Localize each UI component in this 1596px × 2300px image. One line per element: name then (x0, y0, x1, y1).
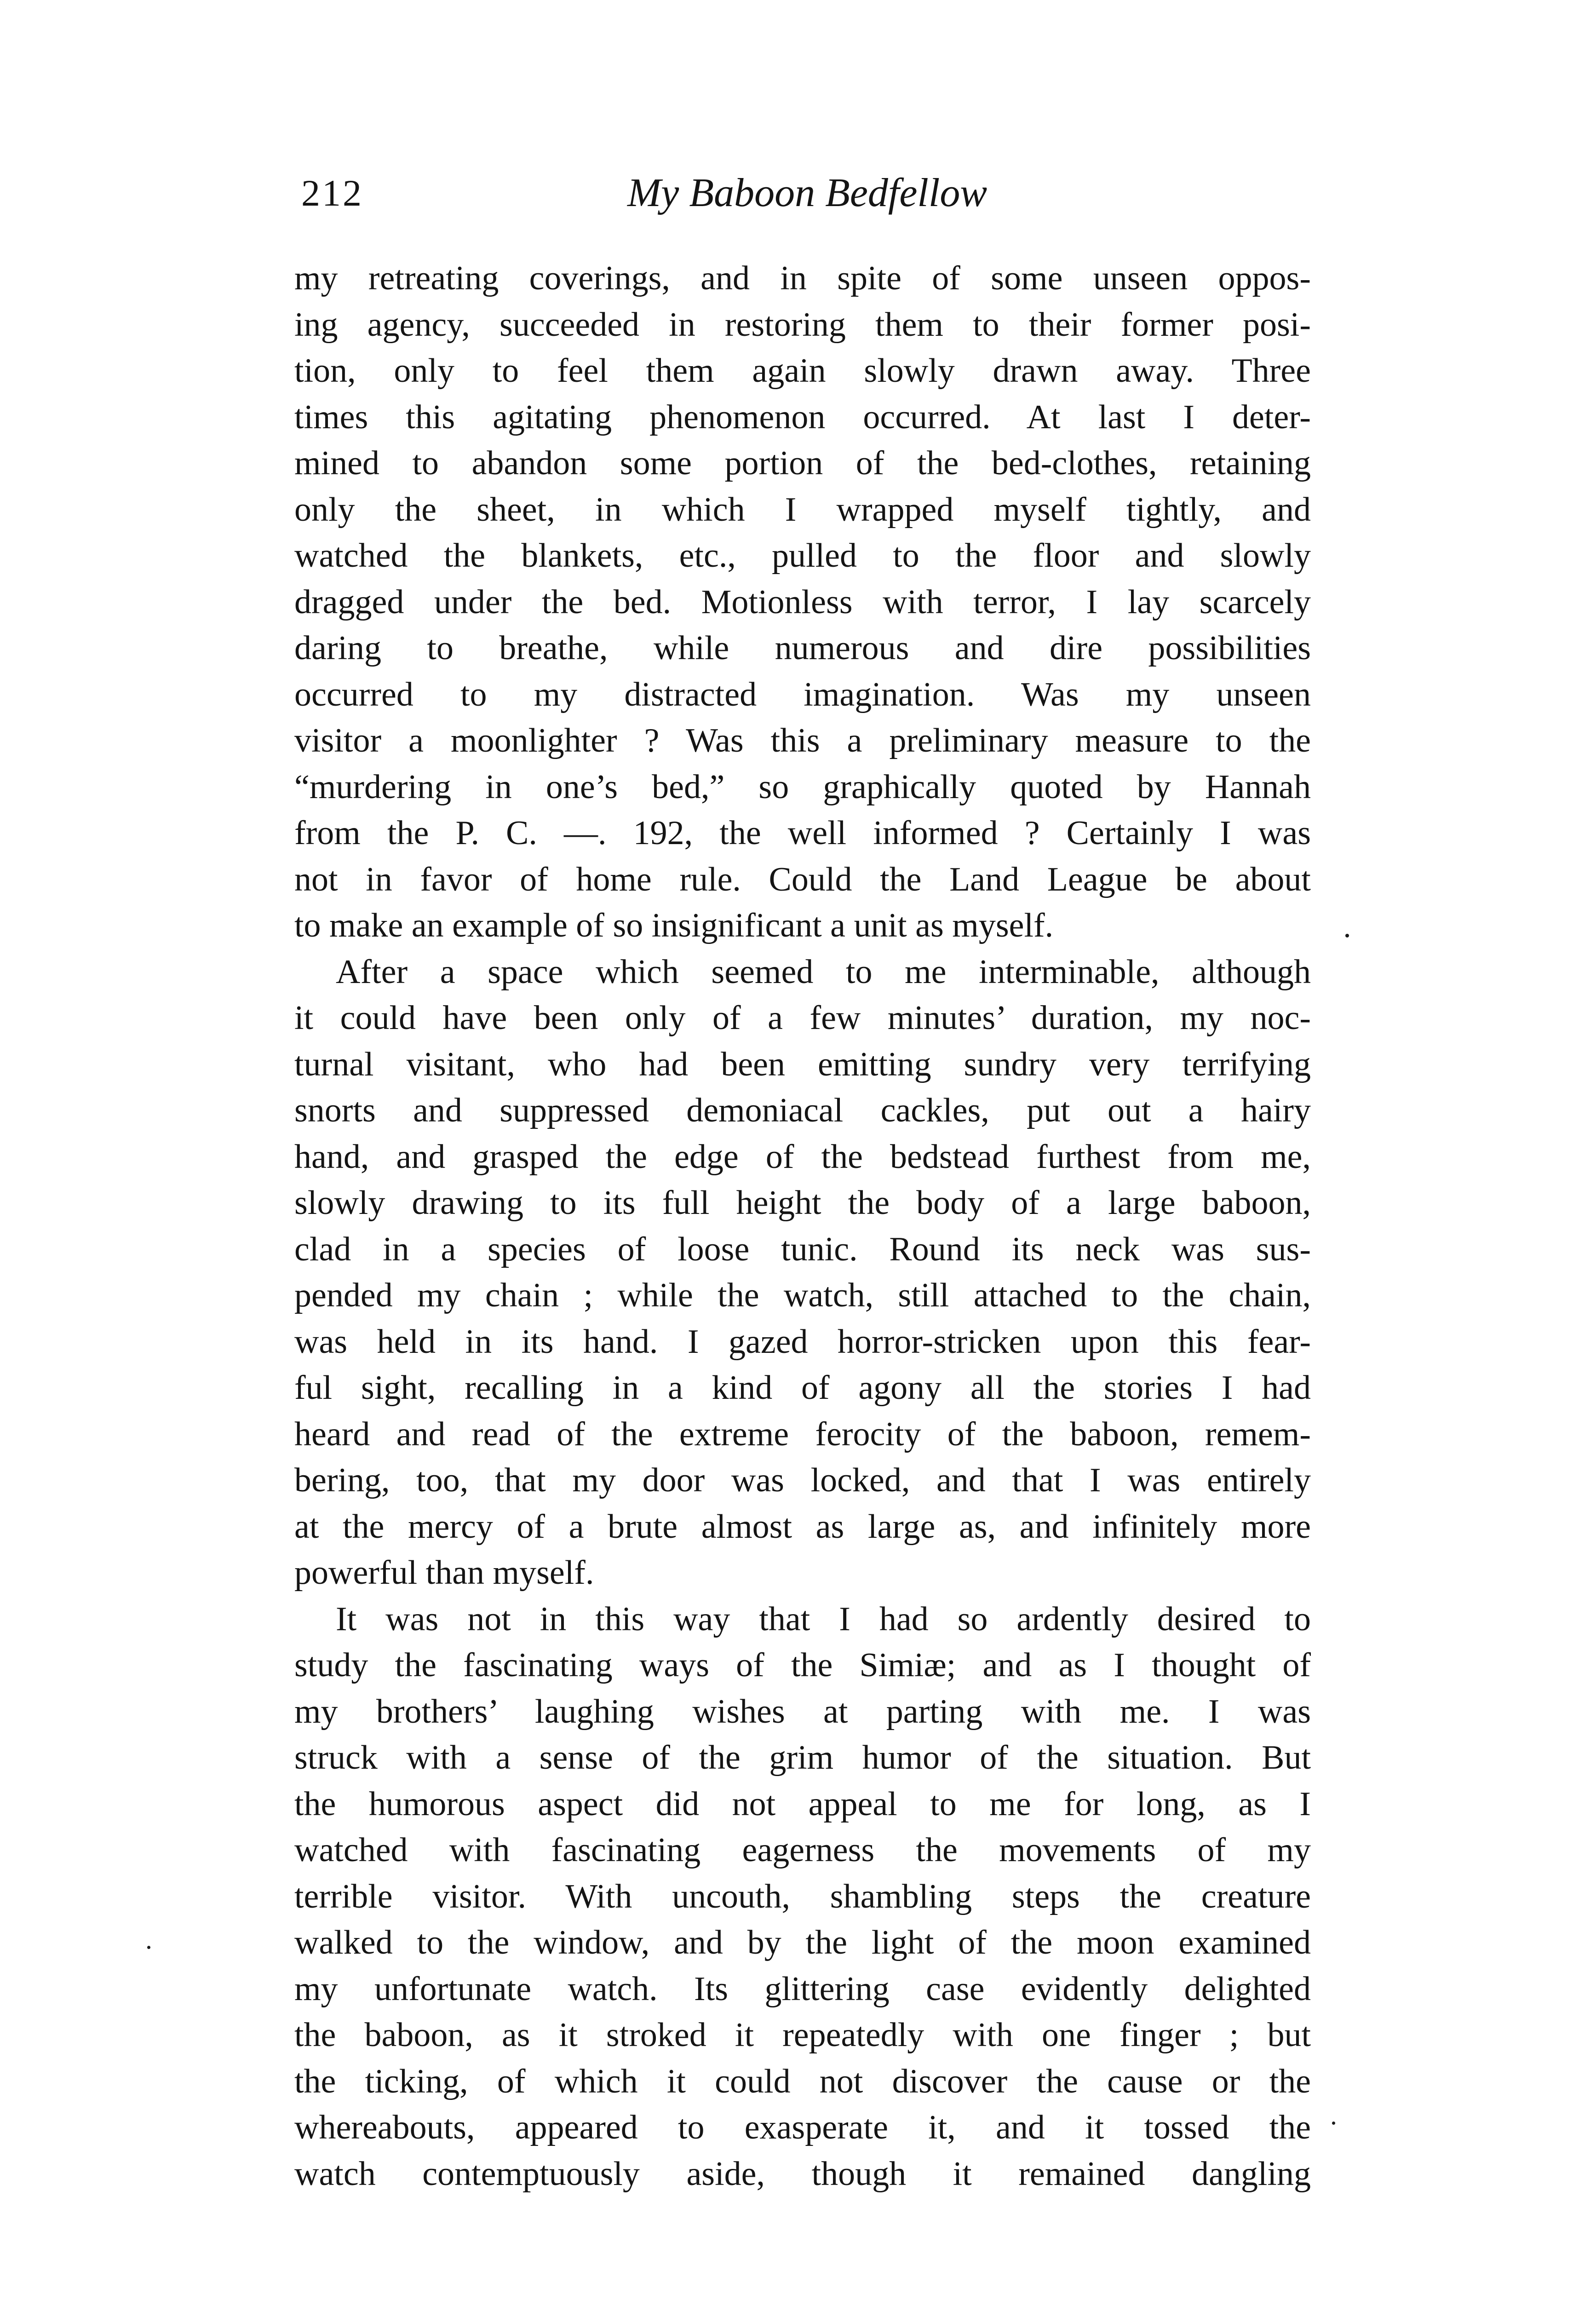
text-line: ing agency, succeeded in restoring them to their former posi- (294, 305, 1311, 344)
paragraph-3 (294, 1596, 1311, 2197)
text-line: ful sight, recalling in a kind of agony all the stories I had (294, 1369, 1311, 1407)
text-line: only the sheet, in which I wrapped myself tightly, and (294, 490, 1311, 529)
text-line: times this agitating phenomenon occurred. At last I deter- (294, 398, 1311, 436)
text-line: hand, and grasped the edge of the bedstead furthest from me, (294, 1138, 1311, 1176)
stray-dot-mark (147, 1946, 150, 1949)
text-line: it could have been only of a few minutes’ duration, my noc- (294, 999, 1311, 1037)
text-line: at the mercy of a brute almost as large as, and infinitely more (294, 1507, 1311, 1546)
text-line: daring to breathe, while numerous and dire possibilities (294, 629, 1311, 667)
text-line: turnal visitant, who had been emitting sundry very terrifying (294, 1045, 1311, 1083)
text-line: the ticking, of which it could not discover the cause or the (294, 2062, 1311, 2100)
text-line: snorts and suppressed demoniacal cackles, put out a hairy (294, 1092, 1311, 1129)
text-line: It was not in this way that I had so ardently desired to (336, 1600, 1311, 1638)
text-line: whereabouts, appeared to exasperate it, and it tossed the (294, 2109, 1311, 2146)
text-line: occurred to my distracted imagination. Was my unseen (294, 675, 1311, 713)
text-line: study the fascinating ways of the Simiæ; and as I thought of (294, 1646, 1311, 1684)
text-line: the baboon, as it stroked it repeatedly with one finger ; but (294, 2016, 1311, 2054)
text-line: slowly drawing to its full height the body of a large baboon, (294, 1184, 1311, 1222)
text-line: mined to abandon some portion of the bed-clothes, retaining (294, 444, 1311, 482)
text-line: dragged under the bed. Motionless with terror, I lay scarcely (294, 583, 1311, 621)
paragraph-1 (294, 255, 1311, 949)
text-line: tion, only to feel them again slowly drawn away. Three (294, 352, 1311, 390)
stray-dot-mark (1332, 2122, 1335, 2125)
page-header (301, 166, 1313, 221)
text-line: After a space which seemed to me interminable, although (336, 953, 1311, 991)
text-line: not in favor of home rule. Could the Land League be about (294, 860, 1311, 898)
text-line: pended my chain ; while the watch, still attached to the chain, (294, 1276, 1311, 1314)
page-number: 212 (301, 172, 363, 214)
body-text (294, 255, 1311, 2197)
text-line: watched with fascinating eagerness the movements of my (294, 1831, 1311, 1869)
text-line: bering, too, that my door was locked, and that I was entirely (294, 1461, 1311, 1499)
running-title: My Baboon Bedfellow (627, 171, 987, 215)
text-line: my retreating coverings, and in spite of some unseen oppos- (294, 259, 1311, 297)
text-line: powerful than myself. (294, 1554, 594, 1592)
text-line: was held in its hand. I gazed horror-stricken upon this fear- (294, 1322, 1311, 1361)
text-line: my brothers’ laughing wishes at parting with me. I was (294, 1692, 1311, 1731)
text-line: the humorous aspect did not appeal to me for long, as I (294, 1785, 1311, 1823)
text-line: terrible visitor. With uncouth, shambling steps the creature (294, 1877, 1311, 1915)
text-line: heard and read of the extreme ferocity of the baboon, remem- (294, 1415, 1311, 1453)
stray-dot-mark (1345, 934, 1349, 937)
text-line: “murdering in one’s bed,” so graphically quoted by Hannah (294, 768, 1311, 806)
text-line: to make an example of so insignificant a unit as myself. (294, 907, 1054, 944)
text-line: visitor a moonlighter ? Was this a preliminary measure to the (294, 722, 1311, 759)
text-line: my unfortunate watch. Its glittering case evidently delighted (294, 1970, 1311, 2008)
paragraph-2 (294, 949, 1311, 1596)
text-line: walked to the window, and by the light of the moon examined (294, 1924, 1311, 1961)
text-line: struck with a sense of the grim humor of the situation. But (294, 1739, 1311, 1777)
text-line: watch contemptuously aside, though it remained dangling (294, 2155, 1311, 2193)
text-line: from the P. C. —. 192, the well informed ? Certainly I was (294, 814, 1311, 852)
text-line: watched the blankets, etc., pulled to the floor and slowly (294, 537, 1311, 575)
text-line: clad in a species of loose tunic. Round its neck was sus- (294, 1230, 1311, 1268)
